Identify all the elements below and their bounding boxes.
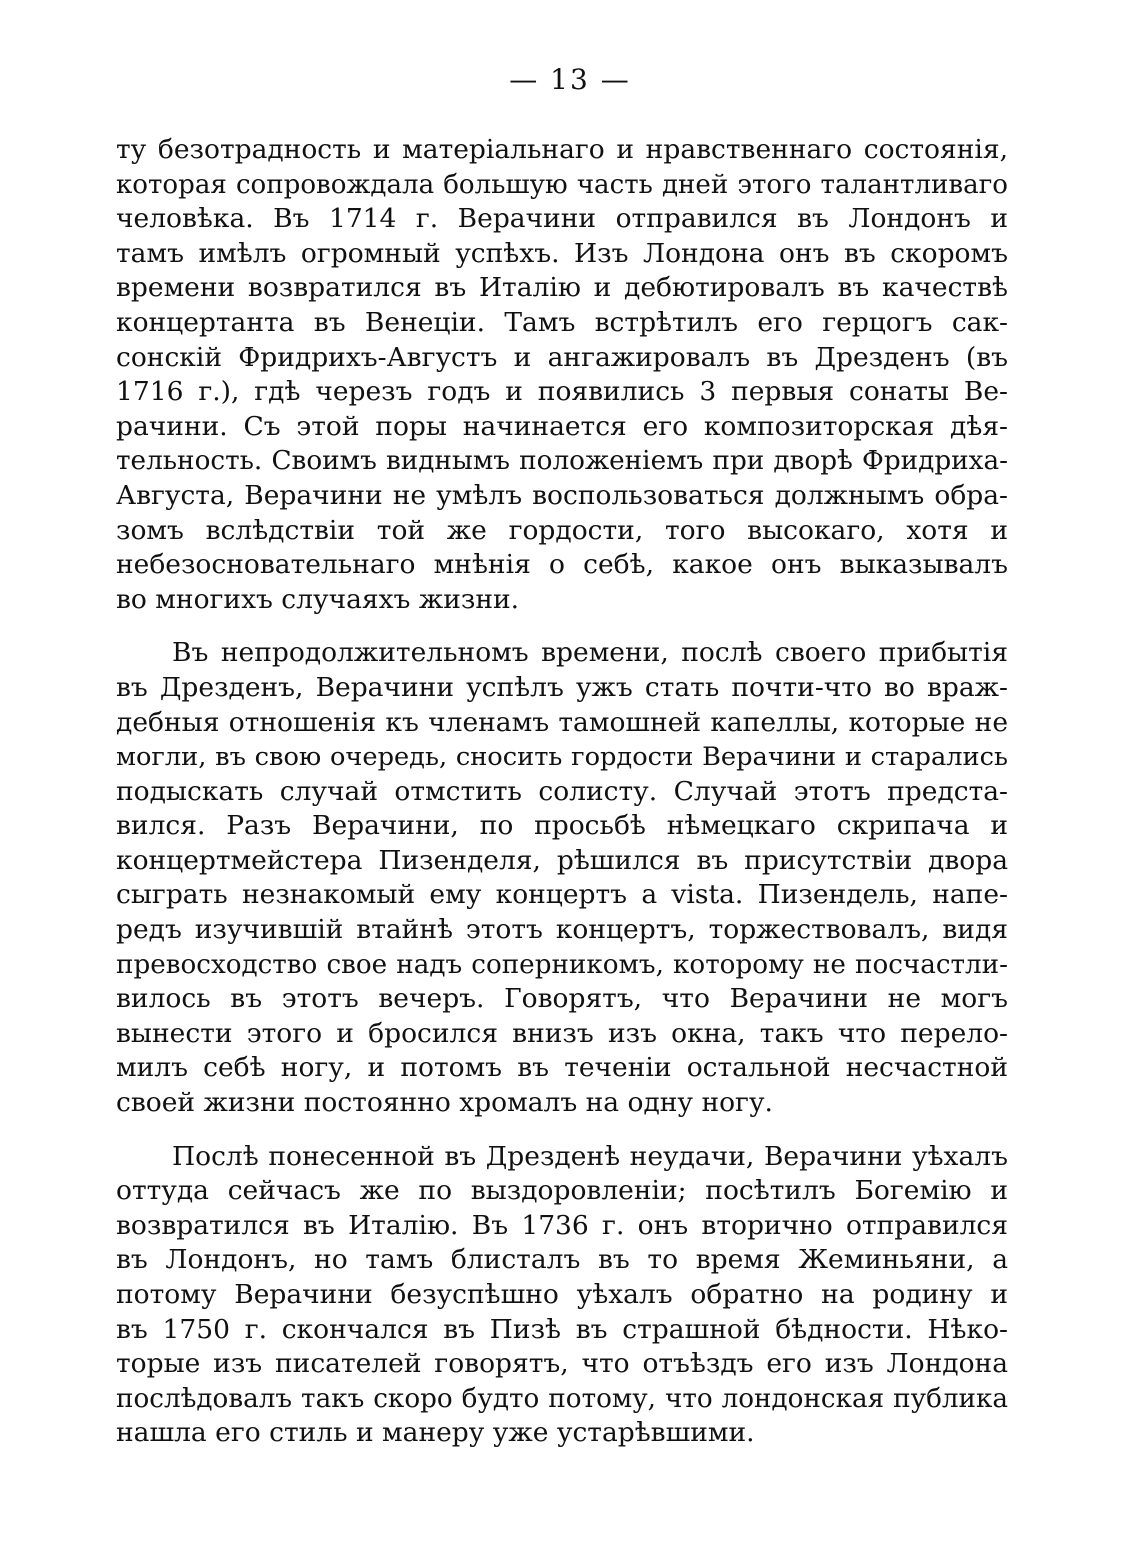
text-line: нашла его стиль и манеру уже устарѣвшими. — [116, 1417, 755, 1449]
paragraph-1 — [116, 133, 1008, 617]
text-line: вилось въ этотъ вечеръ. Говорятъ, что Верачини не могъ — [116, 983, 1008, 1015]
text-line: въ Дрезденъ, Верачини успѣлъ ужъ стать почти-что во враж- — [116, 671, 1008, 703]
text-line: ту безотрадность и матеріальнаго и нравственнаго состоянія, — [116, 134, 1008, 165]
text-line: послѣдовалъ такъ скоро будто потому, что лондонская публика — [116, 1383, 1008, 1414]
text-line: концертанта въ Венеціи. Тамъ встрѣтилъ его герцогъ сак- — [116, 306, 1008, 338]
text-line: могли, въ свою очередь, сносить гордости Верачини и старались — [116, 742, 1008, 773]
text-line: 1716 г.), гдѣ черезъ годъ и появились 3 первыя сонаты Ве- — [116, 376, 1008, 408]
text-line: редъ изучившій втайнѣ этотъ концертъ, торжествовалъ, видя — [116, 914, 1008, 946]
text-line: потому Верачини безуспѣшно уѣхалъ обратно на родину и — [116, 1279, 1008, 1310]
text-line: сонскій Фридрихъ-Августъ и ангажировалъ въ Дрезденъ (въ — [116, 341, 1008, 373]
paragraph-2 — [116, 636, 1008, 1120]
text-line: превосходство свое надъ соперникомъ, которому не посчастли- — [116, 949, 1008, 980]
text-line: тельность. Своимъ виднымъ положеніемъ при дворѣ Фридриха- — [116, 446, 1008, 477]
text-line: человѣка. Въ 1714 г. Верачини отправился въ Лондонъ и — [116, 203, 1008, 235]
text-line: въ 1750 г. скончался въ Пизѣ въ страшной бѣдности. Нѣко- — [116, 1313, 1008, 1345]
text-line: въ Лондонъ, но тамъ блисталъ въ то время Жеминьяни, а — [116, 1244, 1008, 1276]
text-line: Послѣ понесенной въ Дрезденѣ неудачи, Верачини уѣхалъ — [172, 1140, 1008, 1172]
text-line: своей жизни постоянно хромалъ на одну ногу. — [116, 1087, 773, 1119]
text-line: Августа, Верачини не умѣлъ воспользоваться должнымъ обра- — [116, 479, 1008, 511]
text-line: торые изъ писателей говорятъ, что отъѣздъ его изъ Лондона — [116, 1348, 1008, 1380]
text-line: оттуда сейчасъ же по выздоровленіи; посѣтилъ Богемію и — [116, 1175, 1008, 1207]
text-line: милъ себѣ ногу, и потомъ въ теченіи остальной несчастной — [116, 1052, 1008, 1084]
text-line: дебныя отношенія къ членамъ тамошней капеллы, которые не — [116, 706, 1008, 738]
page-number: — 13 — — [509, 63, 631, 96]
text-line: Въ непродолжительномъ времени, послѣ своего прибытія — [172, 637, 1008, 669]
paragraph-3 — [116, 1140, 1008, 1451]
text-line: сыграть незнакомый ему концертъ a vista. Пизендель, напе- — [116, 879, 1008, 911]
text-line: во многихъ случаяхъ жизни. — [116, 583, 520, 615]
text-line: тамъ имѣлъ огромный успѣхъ. Изъ Лондона онъ въ скоромъ — [116, 237, 1008, 269]
text-line: зомъ вслѣдствіи той же гордости, того высокаго, хотя и — [116, 514, 1008, 546]
text-line: вынести этого и бросился внизъ изъ окна, такъ что перело- — [116, 1017, 1008, 1049]
text-line: рачини. Съ этой поры начинается его композиторская дѣя- — [116, 410, 1008, 442]
body-text — [116, 133, 1008, 1470]
text-line: вился. Разъ Верачини, по просьбѣ нѣмецкаго скрипача и — [116, 810, 1008, 842]
text-line: концертмейстера Пизенделя, рѣшился въ присутствіи двора — [116, 844, 1008, 876]
text-line: небезосновательнаго мнѣнія о себѣ, какое онъ выказывалъ — [116, 549, 1008, 581]
text-line: подыскать случай отмстить солисту. Случай этотъ предста- — [116, 775, 1008, 807]
text-line: которая сопровождала большую часть дней этого талантливаго — [116, 169, 1008, 200]
text-line: времени возвратился въ Италію и дебютировалъ въ качествѣ — [116, 272, 1008, 304]
text-line: возвратился въ Италію. Въ 1736 г. онъ вторично отправился — [116, 1209, 1008, 1241]
